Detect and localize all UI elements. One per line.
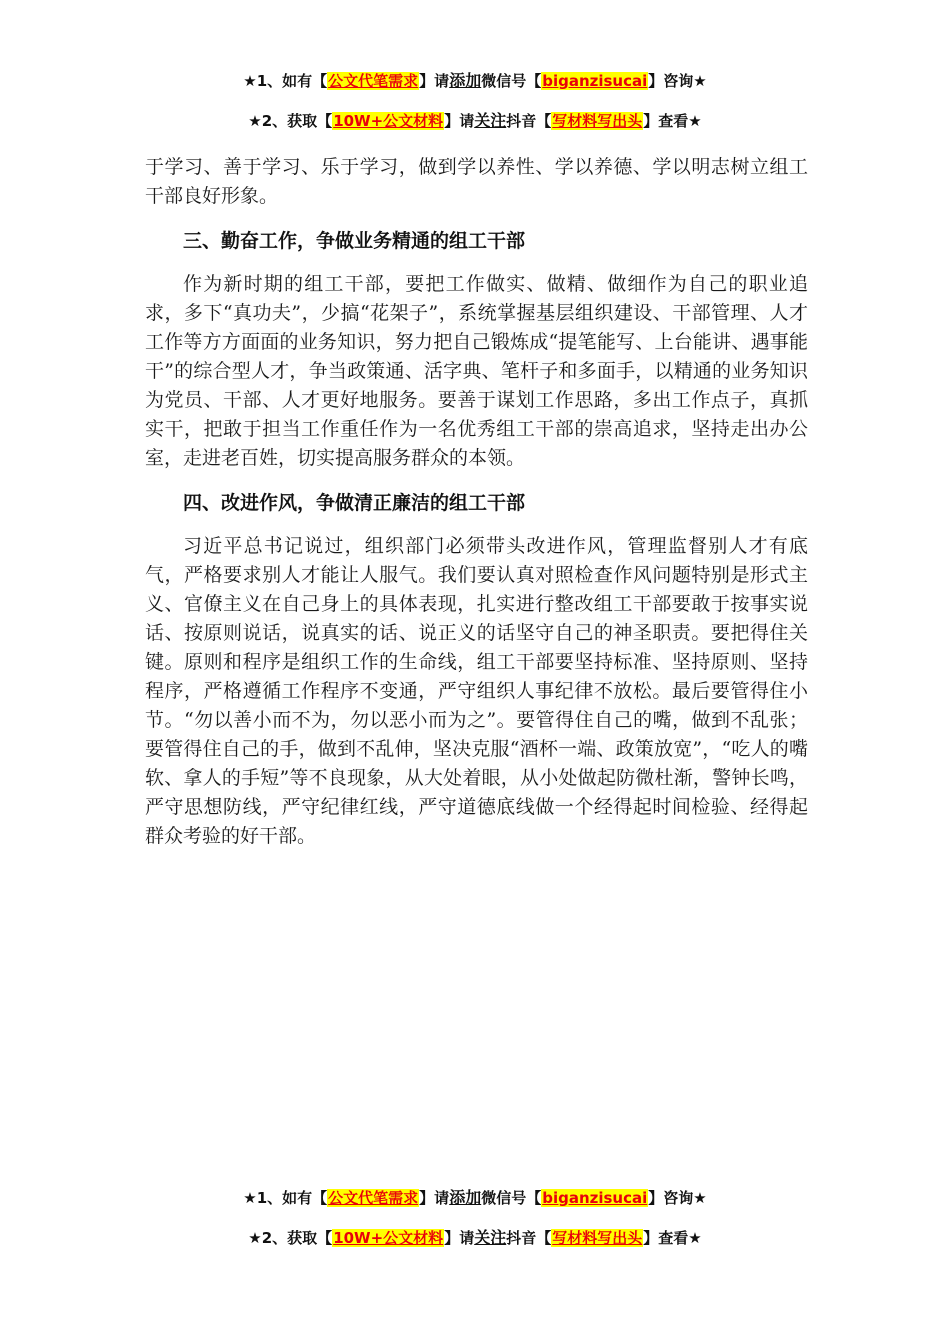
section-heading-4: 四、改进作风，争做清正廉洁的组工干部 [183,492,526,514]
banner-prefix: ★2、获取【 [248,1229,333,1247]
banner-highlight-service: 公文代笔需求 [328,72,419,90]
banner-underline-add: 添加 [449,1188,482,1207]
banner-text: 微信号【 [481,1189,542,1207]
banner-highlight-douyin-id: 写材料写出头 [552,1229,643,1247]
section-heading-3: 三、勤奋工作，争做业务精通的组工干部 [183,230,526,252]
banner-highlight-wechat-id: biganzisucai [542,1189,648,1207]
banner-highlight-materials: 10W+公文材料 [333,112,444,130]
banner-highlight-materials: 10W+公文材料 [333,1229,444,1247]
header-banner-line2 [0,110,950,132]
banner-text: 抖音【 [506,112,552,130]
banner-highlight-wechat-id: biganzisucai [542,72,648,90]
banner-suffix: 】查看★ [643,1229,702,1247]
banner-text: 抖音【 [506,1229,552,1247]
banner-text: 】请 [419,1189,450,1207]
banner-text: 微信号【 [481,72,542,90]
paragraph-section-4: 习近平总书记说过，组织部门必须带头改进作风，管理监督别人才有底气，严格要求别人才能让人服气。我们要认真对照检查作风问题特别是形式主义、官僚主义在自己身上的具体表现，扎实进行整改组工干部要敢于按事实说话、按原则说话，说真实的话、说正义的话坚守自己的神圣职责。要把得住关键。原则和程序是组织工作的生命线，组工干部要坚持标准、坚持原则、坚持程序，严格遵循工作程序不变通，严守组织人事纪律不放松。最后要管得住小节。“勿以善小而不为，勿以恶小而为之”。要管得住自己的嘴，做到不乱张；要管得住自己的手，做到不乱伸，坚决克服“酒杯一端、政策放宽”，“吃人的嘴软、拿人的手短”等不良现象，从大处着眼，从小处做起防微杜渐，警钟长鸣，严守思想防线，严守纪律红线，严守道德底线做一个经得起时间检验、经得起群众考验的好干部。 [145,535,808,847]
banner-suffix: 】咨询★ [648,72,707,90]
paragraph-section-3: 作为新时期的组工干部，要把工作做实、做精、做细作为自己的职业追求，多下“真功夫”，少搞“花架子”，系统掌握基层组织建设、干部管理、人才工作等方方面面的业务知识，努力把自己锻炼成“提笔能写、上台能讲、遇事能干”的综合型人才，争当政策通、活字典、笔杆子和多面手，以精通的业务知识为党员、干部、人才更好地服务。要善于谋划工作思路，多出工作点子，真抓实干，把敢于担当工作重任作为一名优秀组工干部的崇高追求，坚持走出办公室，走进老百姓，切实提高服务群众的本领。 [145,273,808,469]
banner-prefix: ★1、如有【 [243,72,328,90]
banner-suffix: 】咨询★ [648,1189,707,1207]
banner-suffix: 】查看★ [643,112,702,130]
footer-banner-line2 [0,1227,950,1249]
footer-banner-line1 [0,1187,950,1209]
banner-prefix: ★1、如有【 [243,1189,328,1207]
banner-highlight-service: 公文代笔需求 [328,1189,419,1207]
banner-prefix: ★2、获取【 [248,112,333,130]
banner-underline-add: 添加 [449,71,482,90]
banner-underline-follow: 关注 [474,111,507,130]
banner-text: 】请 [444,112,475,130]
document-body [145,153,808,851]
paragraph-intro: 于学习、善于学习、乐于学习，做到学以养性、学以养德、学以明志树立组工干部良好形象。 [145,156,808,207]
banner-underline-follow: 关注 [474,1228,507,1247]
header-banner-line1 [0,70,950,92]
banner-highlight-douyin-id: 写材料写出头 [552,112,643,130]
banner-text: 】请 [419,72,450,90]
banner-text: 】请 [444,1229,475,1247]
